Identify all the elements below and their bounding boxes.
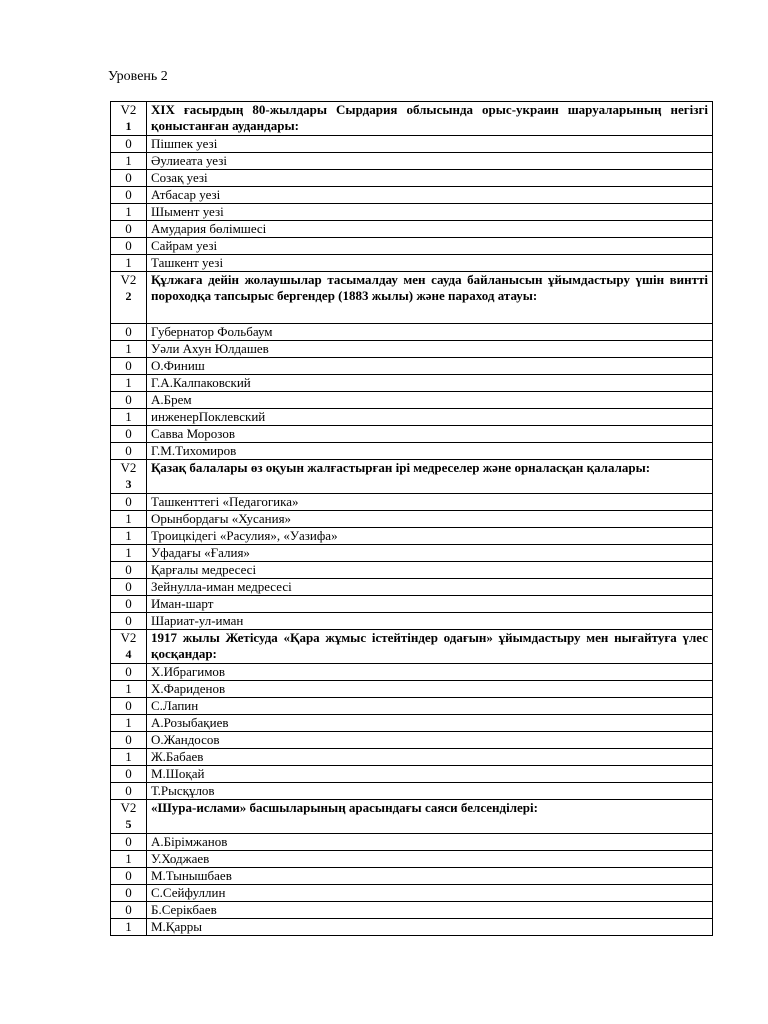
answer-mark: 1: [111, 409, 147, 426]
answer-option-row: [111, 528, 713, 545]
answer-option-row: [111, 255, 713, 272]
answer-option-text: Савва Морозов: [147, 426, 713, 443]
answer-mark: 0: [111, 392, 147, 409]
answer-mark: 1: [111, 681, 147, 698]
answer-mark: 1: [111, 511, 147, 528]
question-number: 2: [125, 289, 132, 303]
answer-option-text: Амудария бөлімшесі: [147, 221, 713, 238]
answer-option-row: [111, 732, 713, 749]
question-code-cell: [111, 800, 147, 834]
answer-option-row: [111, 868, 713, 885]
question-row: [111, 460, 713, 494]
answer-option-text: Әулиеата уезі: [147, 153, 713, 170]
answer-mark: 1: [111, 715, 147, 732]
answer-option-text: Зейнулла-иман медресесі: [147, 579, 713, 596]
answer-mark: 0: [111, 834, 147, 851]
answer-option-text: О.Финиш: [147, 358, 713, 375]
answer-mark: 0: [111, 136, 147, 153]
question-row: [111, 272, 713, 324]
answer-option-text: Губернатор Фольбаум: [147, 324, 713, 341]
question-code: V2: [120, 460, 137, 475]
answer-option-row: [111, 409, 713, 426]
question-text: «Шура-ислами» басшыларының арасындағы саяси белсенділері:: [147, 800, 713, 834]
answer-option-text: Х.Фариденов: [147, 681, 713, 698]
answer-mark: 0: [111, 732, 147, 749]
answer-option-text: А.Бірімжанов: [147, 834, 713, 851]
answer-option-row: [111, 238, 713, 255]
answer-option-text: У.Ходжаев: [147, 851, 713, 868]
question-row: [111, 102, 713, 136]
answer-option-text: А.Брем: [147, 392, 713, 409]
answer-mark: 0: [111, 664, 147, 681]
question-number: 1: [125, 119, 132, 133]
answer-mark: 0: [111, 443, 147, 460]
answer-option-text: Атбасар уезі: [147, 187, 713, 204]
answer-mark: 1: [111, 153, 147, 170]
answer-option-text: Уфадағы «Ғалия»: [147, 545, 713, 562]
answer-option-row: [111, 596, 713, 613]
answer-mark: 0: [111, 562, 147, 579]
answer-option-text: С.Сейфуллин: [147, 885, 713, 902]
questions-table-body: [111, 102, 713, 936]
answer-mark: 0: [111, 358, 147, 375]
questions-table: [110, 101, 713, 936]
question-code-cell: [111, 272, 147, 324]
answer-option-row: [111, 562, 713, 579]
answer-mark: 0: [111, 238, 147, 255]
answer-option-row: [111, 766, 713, 783]
answer-mark: 0: [111, 766, 147, 783]
answer-option-row: [111, 783, 713, 800]
answer-option-text: Х.Ибрагимов: [147, 664, 713, 681]
answer-mark: 1: [111, 528, 147, 545]
answer-option-row: [111, 204, 713, 221]
answer-option-text: Уәли Ахун Юлдашев: [147, 341, 713, 358]
answer-mark: 0: [111, 170, 147, 187]
answer-mark: 0: [111, 221, 147, 238]
answer-mark: 1: [111, 255, 147, 272]
answer-option-row: [111, 902, 713, 919]
answer-option-text: Шариат-ул-иман: [147, 613, 713, 630]
question-text: Құлжаға дейін жолаушылар тасымалдау мен сауда байланысын ұйымдастыру үшін винтті пороходқа тапсырыс бергендер (1883 жылы) және параход атауы:: [147, 272, 713, 324]
answer-option-row: [111, 834, 713, 851]
answer-option-row: [111, 494, 713, 511]
question-text: Қазақ балалары өз оқуын жалғастырған ірі медреселер және орналасқан қалалары:: [147, 460, 713, 494]
question-code-cell: [111, 630, 147, 664]
answer-mark: 0: [111, 868, 147, 885]
answer-option-row: [111, 136, 713, 153]
answer-mark: 0: [111, 902, 147, 919]
answer-mark: 1: [111, 851, 147, 868]
answer-option-row: [111, 358, 713, 375]
answer-mark: 1: [111, 341, 147, 358]
question-code: V2: [120, 800, 137, 815]
answer-option-row: [111, 613, 713, 630]
answer-option-row: [111, 426, 713, 443]
answer-option-text: М.Тынышбаев: [147, 868, 713, 885]
answer-option-row: [111, 187, 713, 204]
answer-mark: 0: [111, 426, 147, 443]
answer-mark: 1: [111, 204, 147, 221]
answer-option-text: Троицкідегі «Расулия», «Уазифа»: [147, 528, 713, 545]
answer-option-row: [111, 324, 713, 341]
answer-option-text: Сайрам уезі: [147, 238, 713, 255]
answer-mark: 1: [111, 919, 147, 936]
answer-mark: 0: [111, 783, 147, 800]
answer-mark: 0: [111, 698, 147, 715]
level-title: Уровень 2: [108, 69, 168, 84]
answer-mark: 0: [111, 885, 147, 902]
answer-option-row: [111, 443, 713, 460]
answer-option-text: Пішпек уезі: [147, 136, 713, 153]
answer-option-text: Г.М.Тихомиров: [147, 443, 713, 460]
question-row: [111, 630, 713, 664]
answer-mark: 1: [111, 749, 147, 766]
answer-mark: 0: [111, 187, 147, 204]
answer-option-row: [111, 715, 713, 732]
question-number: 4: [125, 647, 132, 661]
answer-option-row: [111, 153, 713, 170]
answer-mark: 1: [111, 545, 147, 562]
question-code: V2: [120, 102, 137, 117]
answer-option-text: А.Розыбақиев: [147, 715, 713, 732]
answer-option-text: М.Шоқай: [147, 766, 713, 783]
answer-option-row: [111, 341, 713, 358]
answer-option-text: Б.Серікбаев: [147, 902, 713, 919]
answer-option-row: [111, 579, 713, 596]
question-code-cell: [111, 460, 147, 494]
answer-option-text: О.Жандосов: [147, 732, 713, 749]
question-row: [111, 800, 713, 834]
answer-mark: 0: [111, 324, 147, 341]
answer-option-text: Ташкенттегі «Педагогика»: [147, 494, 713, 511]
answer-option-row: [111, 392, 713, 409]
answer-option-text: Ташкент уезі: [147, 255, 713, 272]
answer-option-row: [111, 919, 713, 936]
question-code: V2: [120, 272, 137, 287]
question-code: V2: [120, 630, 137, 645]
answer-option-row: [111, 375, 713, 392]
question-number: 3: [125, 477, 132, 491]
answer-option-row: [111, 885, 713, 902]
question-text: XIX ғасырдың 80-жылдары Сырдария облысында орыс-украин шаруаларының негізгі қоныстанған аудандары:: [147, 102, 713, 136]
question-text: 1917 жылы Жетісуда «Қара жұмыс істейтіндер одағын» ұйымдастыру мен нығайтуға үлес қосқандар:: [147, 630, 713, 664]
answer-option-text: Созақ уезі: [147, 170, 713, 187]
answer-mark: 1: [111, 375, 147, 392]
answer-mark: 0: [111, 613, 147, 630]
answer-option-text: Иман-шарт: [147, 596, 713, 613]
answer-option-row: [111, 511, 713, 528]
answer-option-row: [111, 851, 713, 868]
answer-option-row: [111, 664, 713, 681]
answer-option-text: Қарғалы медресесі: [147, 562, 713, 579]
answer-option-text: инженерПоклевский: [147, 409, 713, 426]
answer-option-text: С.Лапин: [147, 698, 713, 715]
answer-option-row: [111, 221, 713, 238]
answer-mark: 0: [111, 579, 147, 596]
answer-option-row: [111, 749, 713, 766]
answer-option-text: Ж.Бабаев: [147, 749, 713, 766]
answer-option-text: Т.Рысқұлов: [147, 783, 713, 800]
answer-option-text: М.Қарры: [147, 919, 713, 936]
answer-option-row: [111, 545, 713, 562]
answer-option-text: Г.А.Калпаковский: [147, 375, 713, 392]
answer-option-row: [111, 681, 713, 698]
answer-option-row: [111, 170, 713, 187]
answer-mark: 0: [111, 494, 147, 511]
answer-option-text: Орынбордағы «Хусания»: [147, 511, 713, 528]
answer-option-text: Шымент уезі: [147, 204, 713, 221]
question-number: 5: [125, 817, 132, 831]
question-code-cell: [111, 102, 147, 136]
answer-option-row: [111, 698, 713, 715]
answer-mark: 0: [111, 596, 147, 613]
